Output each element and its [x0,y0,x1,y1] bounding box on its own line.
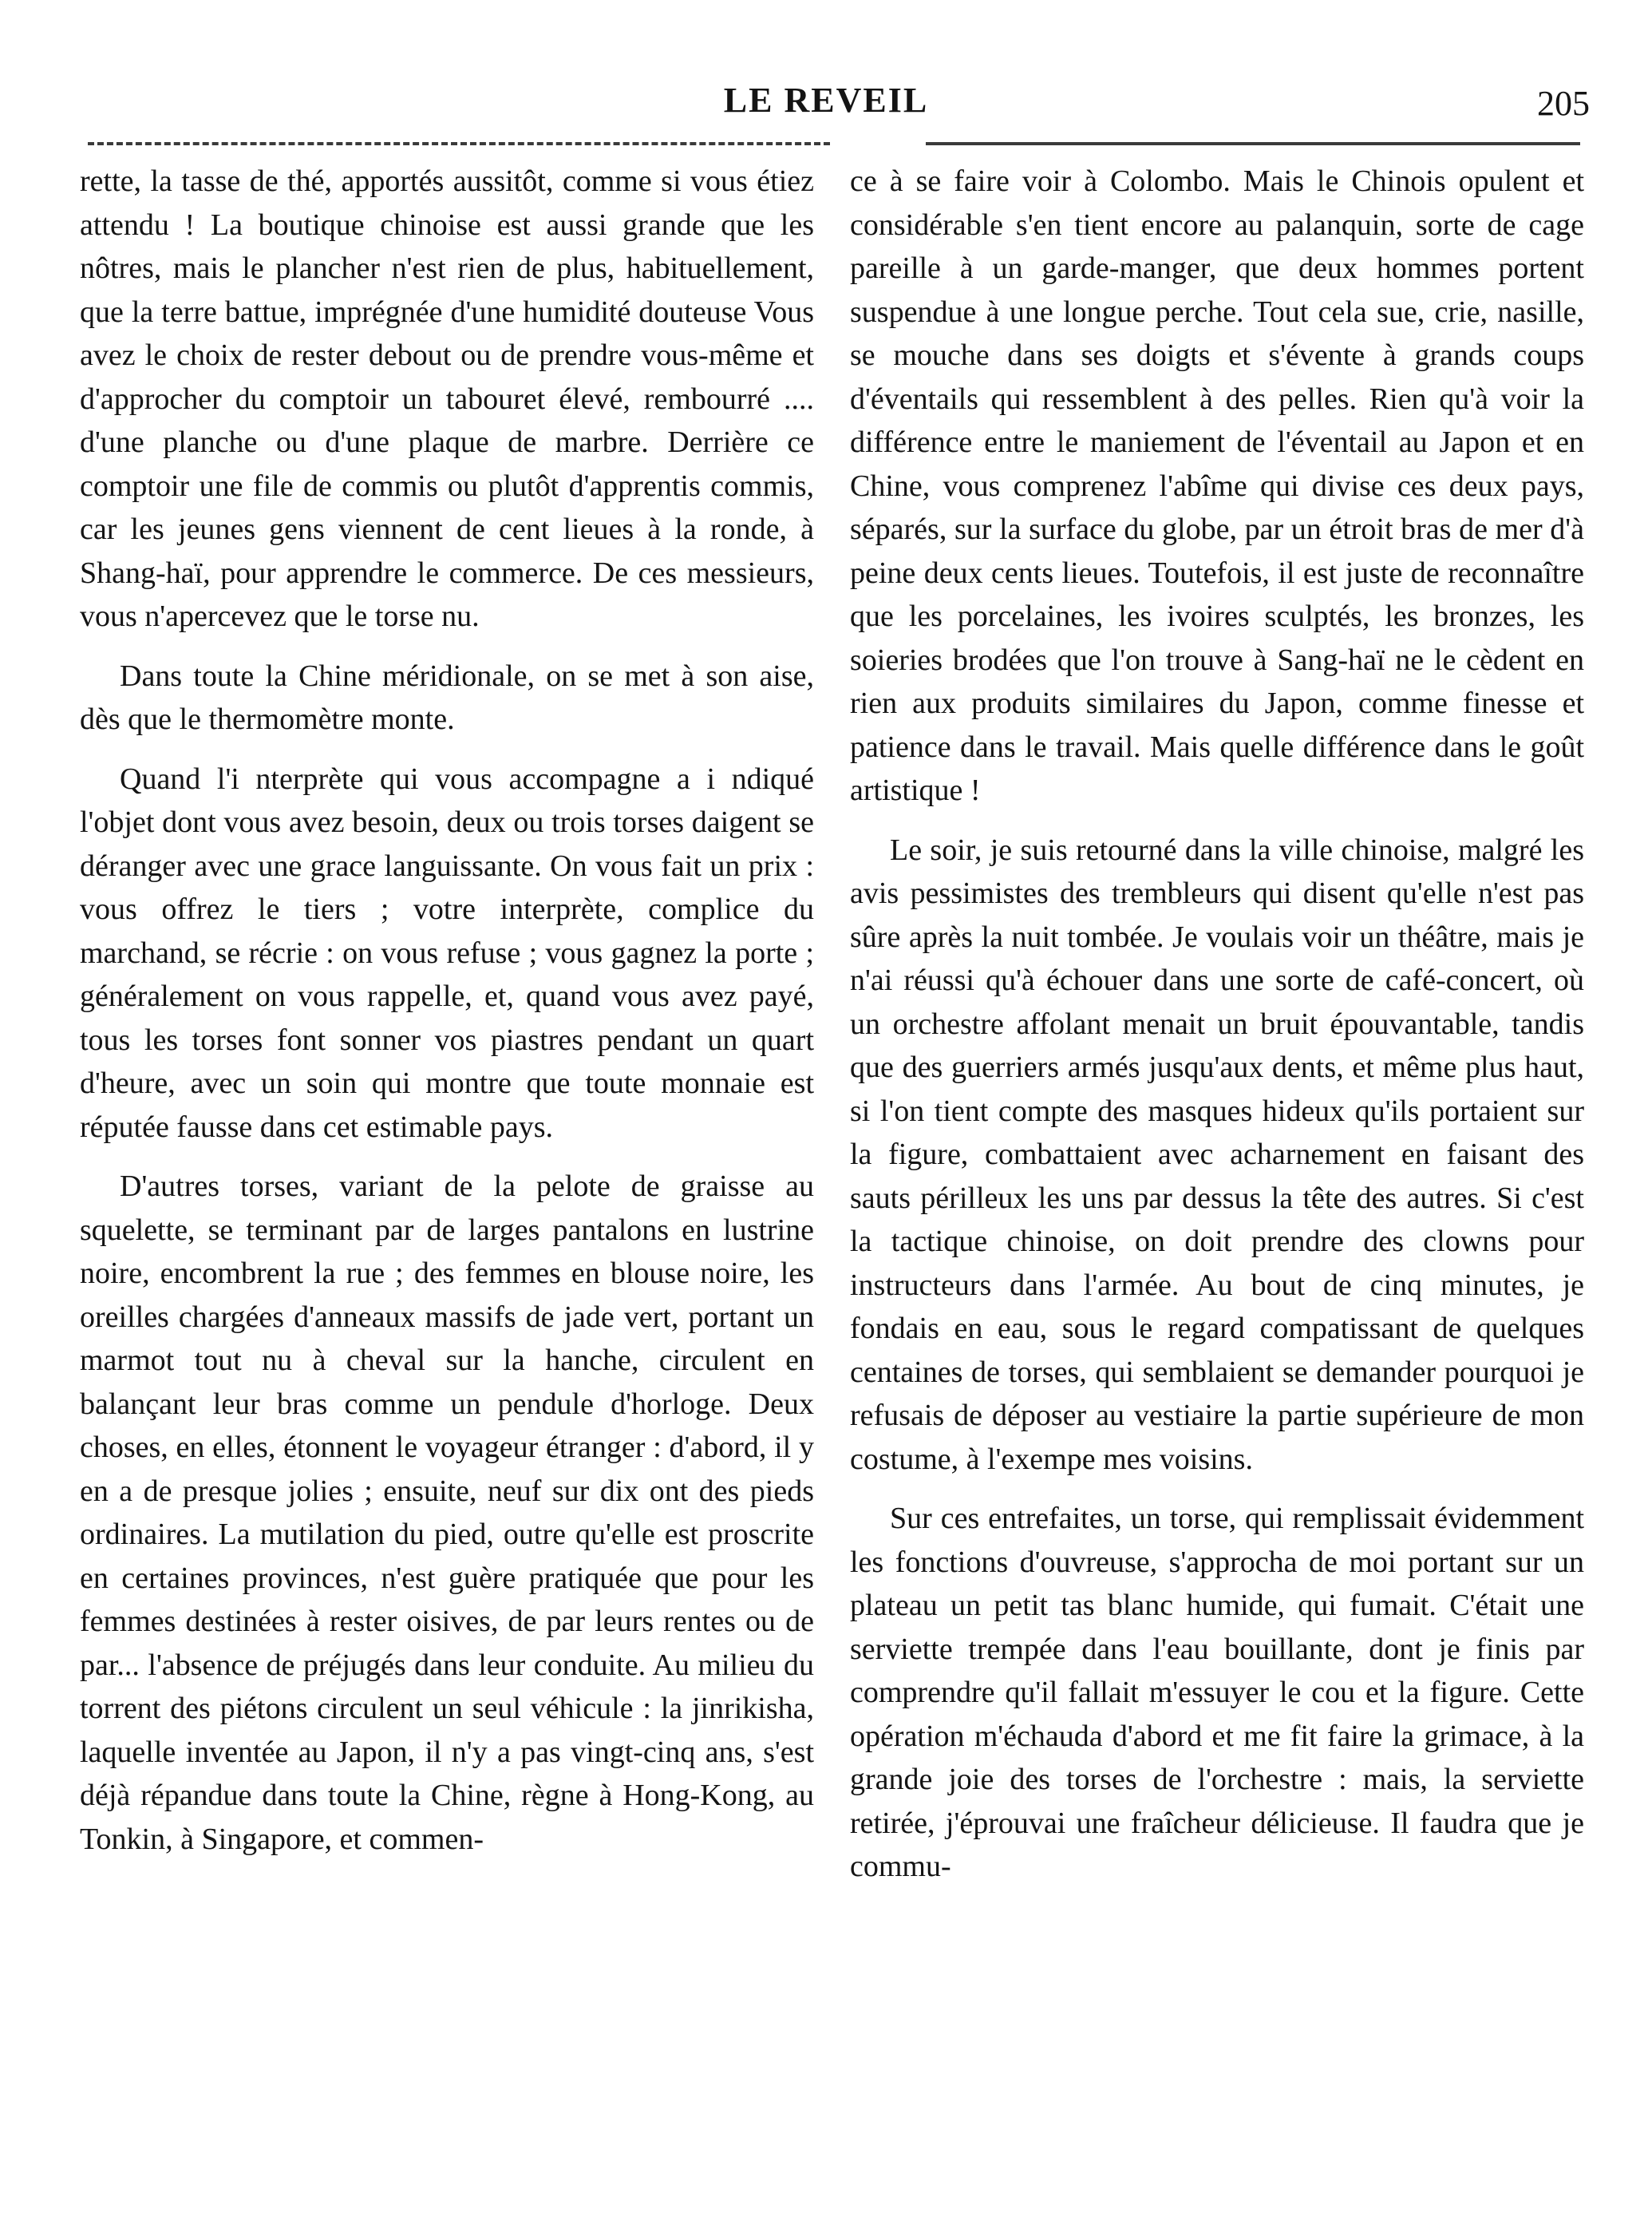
right-column [850,160,1584,1889]
header-rule-left [88,142,830,145]
paragraph: Le soir, je suis retourné dans la ville chinoise, malgré les avis pessimistes des trembleurs qui disent qu'elle n'est pas sûre après la nuit tombée. Je voulais voir un théâtre, mais je n'ai réussi qu'à échouer dans une sorte de café-concert, où un orchestre affolant menait un bruit épouvantable, tandis que des guerriers armés jusqu'aux dents, et même plus haut, si l'on tient compte des masques hideux qu'ils portaient sur la figure, combattaient avec acharnement en faisant des sauts périlleux les uns par dessus la tête des autres. Si c'est la tactique chinoise, on doit prendre des clowns pour instructeurs dans l'armée. Au bout de cinq minutes, je fondais en eau, sous le regard compatissant de quelques centaines de torses, qui semblaient se demander pourquoi je refusais de déposer au vestiaire la partie supérieure de mon costume, à l'exempe mes voisins. [850,833,1584,1476]
running-title: LE REVEIL [723,81,929,120]
paragraph: D'autres torses, variant de la pelote de graisse au squelette, se terminant par de larges pantalons en lustrine noire, encombrent la rue ; des femmes en blouse noire, les oreilles chargées d'anneaux massifs de jade vert, portant un marmot tout nu à cheval sur la hanche, circulent en balançant leur bras comme un pendule d'horloge. Deux choses, en elles, étonnent le voyageur étranger : d'abord, il y en a de presque jolies ; ensuite, neuf sur dix ont des pieds ordinaires. La mutilation du pied, outre qu'elle est proscrite en certaines provinces, n'est guère pratiquée que pour les femmes destinées à rester oisives, de par leurs rentes ou de par... l'absence de préjugés dans leur conduite. Au milieu du torrent des piétons circulent un seul véhicule : la jinrikisha, laquelle inventée au Japon, il n'y a pas vingt-cinq ans, s'est déjà répandue dans toute la Chine, règne à Hong-Kong, au Tonkin, à Singapore, et commen- [80,1169,814,1856]
paragraph: Sur ces entrefaites, un torse, qui remplissait évidemment les fonctions d'ouvreuse, s'approcha de moi portant sur un plateau un petit tas blanc humide, qui fumait. C'était une serviette trempée dans l'eau bouillante, dont je finis par comprendre qu'il fallait m'essuyer le cou et la figure. Cette opération m'échauda d'abord et me fit faire la grimace, à la grande joie des torses de l'orchestre : mais, la serviette retirée, j'éprouvai une fraîcheur délicieuse. Il faudra que je commu- [850,1502,1584,1883]
paragraph: Quand l'i nterprète qui vous accompagne a i ndiqué l'objet dont vous avez besoin, deux ou trois torses daigent se déranger avec une grace languissante. On vous fait un prix : vous offrez le tiers ; votre interprète, complice du marchand, se récrie : on vous refuse ; vous gagnez la porte ; généralement on vous rappelle, et, quand vous avez payé, tous les torses font sonner vos piastres pendant un quart d'heure, avec un soin qui montre que toute monnaie est réputée fausse dans cet estimable pays. [80,762,814,1144]
paragraph: rette, la tasse de thé, apportés aussitôt, comme si vous étiez attendu ! La boutique chinoise est aussi grande que les nôtres, mais le plancher n'est rien de plus, habituellement, que la terre battue, imprégnée d'une humidité douteuse Vous avez le choix de rester debout ou de prendre vous-même et d'approcher du comptoir un tabouret élevé, rembourré .... d'une planche ou d'une plaque de marbre. Derrière ce comptoir une file de commis ou plutôt d'apprentis commis, car les jeunes gens viennent de cent lieues à la ronde, à Shang-haï, pour apprendre le commerce. De ces messieurs, vous n'apercevez que le torse nu. [80,164,814,633]
page-number: 205 [1537,84,1590,123]
paragraph: ce à se faire voir à Colombo. Mais le Chinois opulent et considérable s'en tient encore au palanquin, sorte de cage pareille à un garde-manger, que deux hommes portent suspendue à une longue perche. Tout cela sue, crie, nasille, se mouche dans ses doigts et s'évente à grands coups d'éventails qui ressemblent à des pelles. Rien qu'à voir la différence entre le maniement de l'éventail au Japon et en Chine, vous comprenez l'abîme qui divise ces deux pays, séparés, sur la surface du globe, par un étroit bras de mer d'à peine deux cents lieues. Toutefois, il est juste de reconnaître que les porcelaines, les ivoires sculptés, les bronzes, les soieries brodées que l'on trouve à Sang-haï ne le cèdent en rien aux produits similaires du Japon, comme finesse et patience dans le travail. Mais quelle différence dans le goût artistique ! [850,164,1584,807]
paragraph: Dans toute la Chine méridionale, on se met à son aise, dès que le thermomètre monte. [80,659,814,736]
left-column [80,160,814,1861]
header-rule-right [926,142,1580,145]
page-header [0,0,1652,152]
